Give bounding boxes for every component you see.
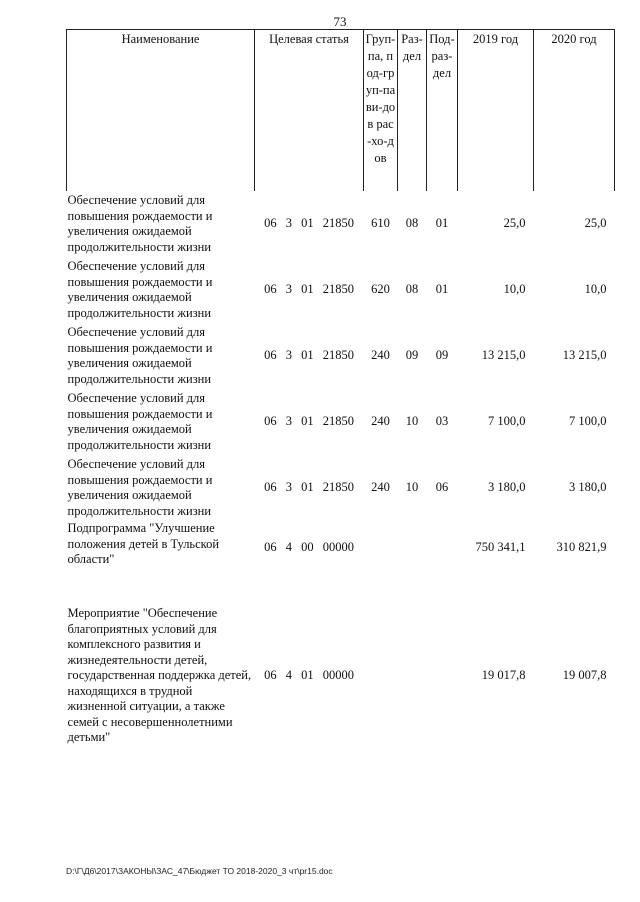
row-group: 240 [371,414,390,429]
row-code: 06 3 01 21850 [264,282,354,297]
row-code: 06 3 01 21850 [264,216,354,231]
row-section [398,521,427,596]
row-name: Обеспечение условий для повышения рождаемости и увеличения ожидаемой продолжительности жизни [67,457,213,518]
row-2020: 310 821,9 [556,540,607,554]
row-code: 06 3 01 21850 [264,480,354,495]
row-2019: 13 215,0 [481,348,526,363]
row-name: Мероприятие "Обеспечение благоприятных условий для комплексного развития и жизнедеятельности детей, государственная поддержка детей, находящихся в трудной жизненной ситуации, а также семей с несовершеннолетними детьми" [67,606,252,745]
table-row [67,389,615,455]
row-code: 06 4 01 00000 [264,668,354,683]
row-group: 240 [371,480,390,495]
row-group: 620 [371,282,390,297]
header-group: Груп-па, под-груп-па ви-дов рас-хо-дов [364,30,398,192]
row-subsection: 01 [435,282,449,297]
row-name: Обеспечение условий для повышения рождаемости и увеличения ожидаемой продолжительности жизни [67,325,213,386]
row-2019: 25,0 [503,216,526,231]
header-subsection: Под-раз-дел [427,30,458,192]
header-section: Раз-дел [398,30,427,192]
table-row [67,521,615,596]
row-2020: 10,0 [584,282,607,297]
row-code: 06 3 01 21850 [264,414,354,429]
row-section: 10 [405,480,419,495]
row-group: 240 [371,348,390,363]
row-2019: 7 100,0 [488,414,526,429]
header-name: Наименование [67,30,255,192]
row-2019: 10,0 [503,282,526,297]
table-header-row [67,30,615,192]
table-row [67,455,615,521]
row-group [364,596,398,756]
row-section: 10 [405,414,419,429]
row-code: 06 4 00 00000 [264,540,354,554]
row-code: 06 3 01 21850 [264,348,354,363]
row-name: Подпрограмма "Улучшение положения детей в Тульской области" [67,521,220,566]
row-section: 09 [405,348,419,363]
header-2020: 2020 год [534,30,615,192]
row-subsection: 09 [435,348,449,363]
row-name: Обеспечение условий для повышения рождаемости и увеличения ожидаемой продолжительности жизни [67,391,213,452]
row-2019: 19 017,8 [481,668,526,683]
file-path-footer: D:\Г\Д6\2017\ЗАКОНЫ\ЗАС_47\Бюджет ТО 2018-2020_3 чт\pr15.doc [66,866,333,876]
row-2020: 3 180,0 [569,480,607,495]
row-2020: 19 007,8 [562,668,607,683]
row-subsection: 06 [435,480,449,495]
row-2020: 13 215,0 [562,348,607,363]
table-row [67,323,615,389]
row-2019: 750 341,1 [475,540,526,554]
row-2019: 3 180,0 [488,480,526,495]
budget-table [66,29,615,756]
row-name: Обеспечение условий для повышения рождаемости и увеличения ожидаемой продолжительности жизни [67,259,213,320]
row-section [398,596,427,756]
row-section: 08 [405,216,419,231]
table-row [67,596,615,756]
row-subsection [427,521,458,596]
row-name: Обеспечение условий для повышения рождаемости и увеличения ожидаемой продолжительности жизни [67,193,213,254]
row-subsection [427,596,458,756]
header-2019: 2019 год [458,30,534,192]
row-group: 610 [371,216,390,231]
row-subsection: 01 [435,216,449,231]
row-section: 08 [405,282,419,297]
table-row [67,191,615,257]
table-row [67,257,615,323]
row-2020: 25,0 [584,216,607,231]
row-group [364,521,398,596]
row-subsection: 03 [435,414,449,429]
header-target: Целевая статья [255,30,364,192]
page-number: 73 [333,14,347,29]
row-2020: 7 100,0 [569,414,607,429]
